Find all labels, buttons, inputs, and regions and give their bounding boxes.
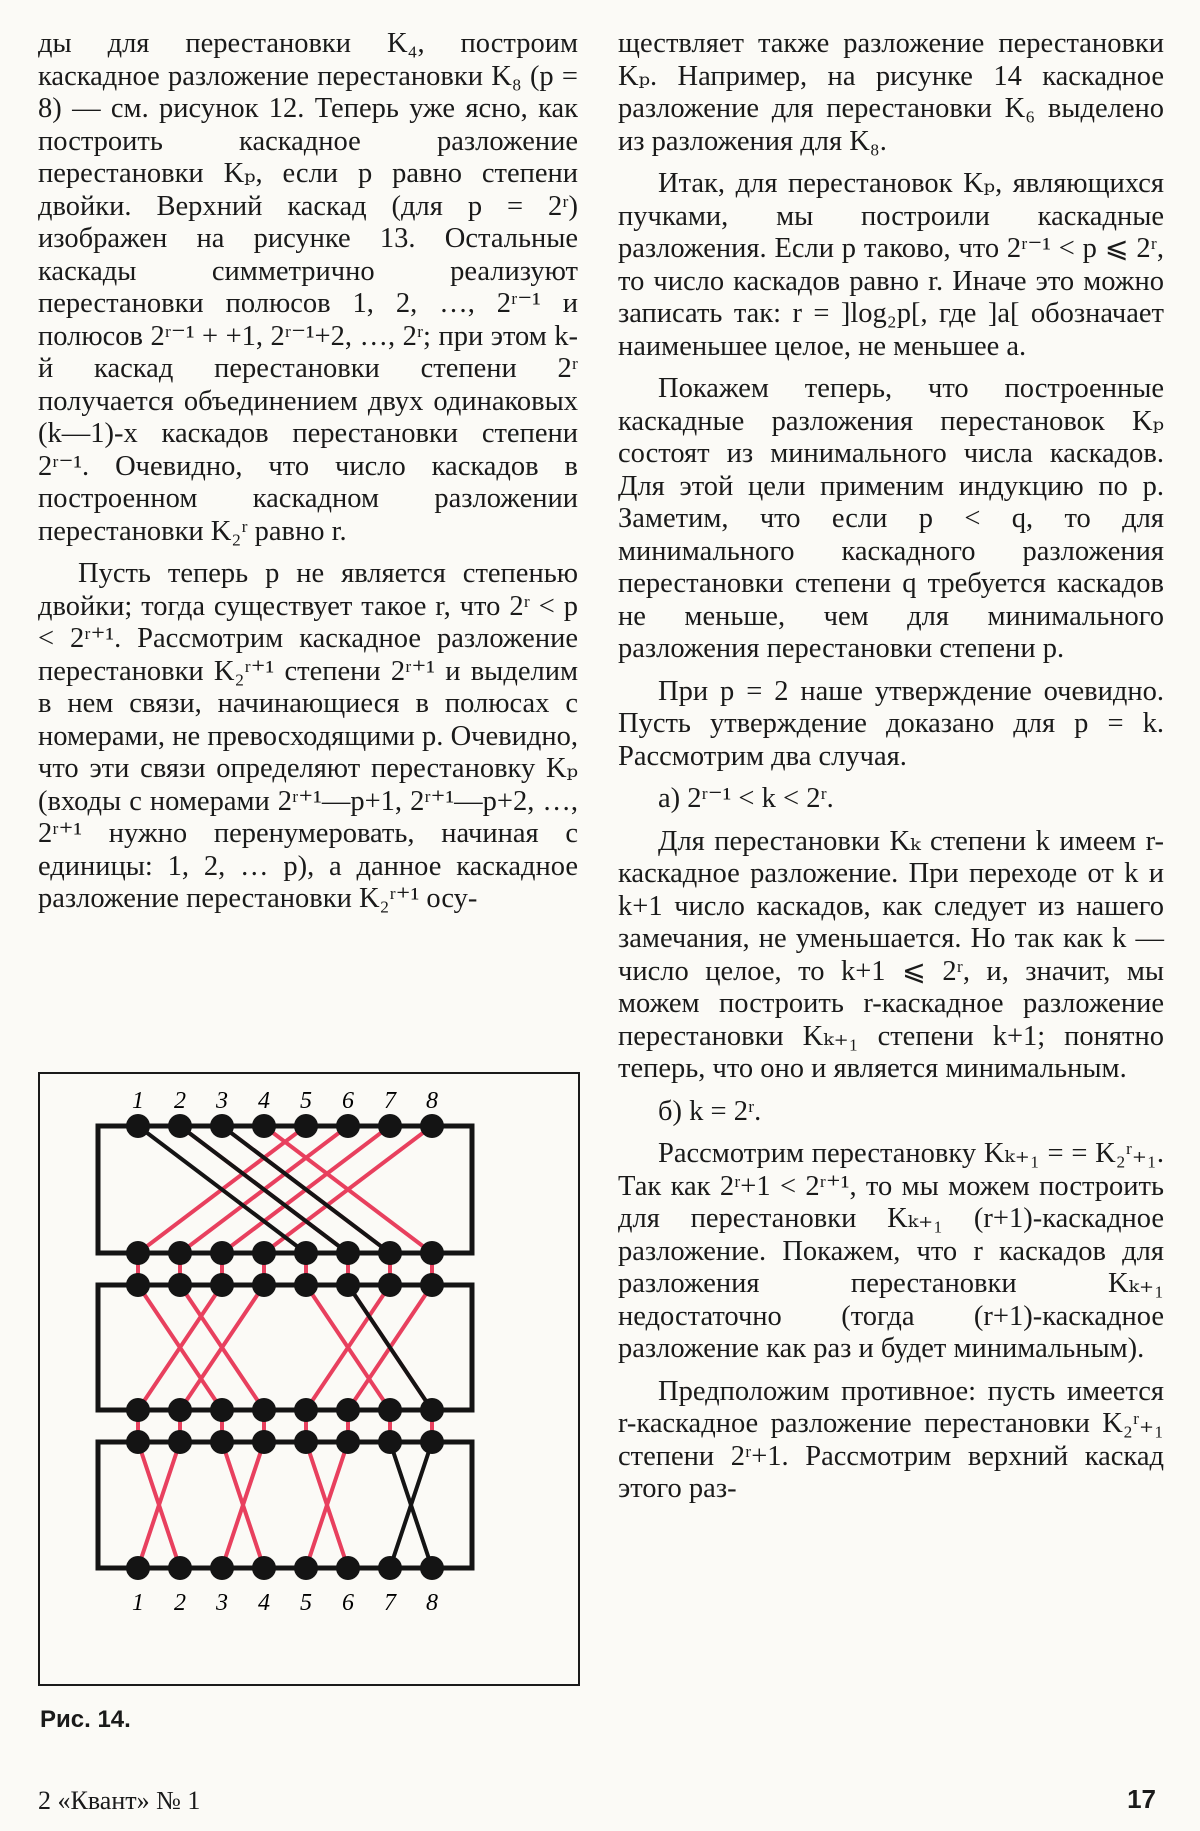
node xyxy=(168,1430,192,1454)
bottom-pole-label: 1 xyxy=(132,1590,144,1616)
node xyxy=(168,1273,192,1297)
top-pole-label: 8 xyxy=(426,1088,438,1114)
top-pole-label: 3 xyxy=(216,1088,228,1114)
paragraph: Покажем теперь, что построенные каскадные разложения перестановок Kₚ состоят из минимального числа каскадов. Для этой цели применим индукцию по p. Заметим, что если p < q, то для минимального каскадного разложения перестановки степени q требуется каскадов не меньше, чем для минимального разложения перестановки степени p. xyxy=(618,373,1164,664)
top-pole-label: 4 xyxy=(258,1088,270,1114)
node xyxy=(420,1241,444,1265)
bottom-pole-label: 4 xyxy=(258,1590,270,1616)
node xyxy=(126,1241,150,1265)
node xyxy=(294,1430,318,1454)
cascade-frame xyxy=(98,1442,472,1568)
node xyxy=(420,1556,444,1580)
bottom-pole-label: 2 xyxy=(174,1590,186,1616)
node xyxy=(168,1556,192,1580)
node xyxy=(420,1398,444,1422)
node xyxy=(420,1114,444,1138)
cascade-frame xyxy=(98,1126,472,1253)
paragraph: б) k = 2ʳ. xyxy=(658,1095,762,1127)
node xyxy=(252,1114,276,1138)
page-number: 17 xyxy=(1127,1784,1156,1814)
node xyxy=(378,1114,402,1138)
node xyxy=(378,1273,402,1297)
paragraph: Итак, для перестановок Kₚ, являющихся пучками, мы построили каскадные разложения. Если p таково, что 2ʳ⁻¹ < p ⩽ 2ʳ, то число каскадов равно r. Иначе это можно записать так: r = ]log₂p[, где ]a[ обозначает наименьшее целое, не меньшее a. xyxy=(618,168,1164,362)
top-pole-label: 7 xyxy=(384,1088,396,1114)
node xyxy=(210,1430,234,1454)
paragraph: ды для перестановки K₄, построим каскадное разложение перестановки K₈ (p = 8) — см. рисунок 12. Теперь уже ясно, как построить каскадное разложение перестановки Kₚ, если p равно степени двойки. Верхний каскад (для p = 2ʳ) изображен на рисунке 13. Остальные каскады симметрично реализуют перестановки полюсов 1, 2, …, 2ʳ⁻¹ и полюсов 2ʳ⁻¹ + +1, 2ʳ⁻¹+2, …, 2ʳ; при этом k-й каскад перестановки степени 2ʳ получается объединением двух одинаковых (k—1)-х каскадов перестановки степени 2ʳ⁻¹. Очевидно, что число каскадов в построенном каскадном разложении перестановки K₂ʳ равно r. xyxy=(38,28,578,547)
top-pole-label: 2 xyxy=(174,1088,186,1114)
left-column xyxy=(38,28,578,926)
node xyxy=(168,1398,192,1422)
cascade-frame xyxy=(98,1285,472,1410)
node xyxy=(210,1241,234,1265)
bottom-pole-label: 7 xyxy=(384,1590,396,1616)
cascade-diagram xyxy=(40,1074,578,1684)
paragraph: Для перестановки Kₖ степени k имеем r-каскадное разложение. При переходе от k и k+1 число каскадов, как следует из нашего замечания, не уменьшается. Но так как k — число целое, то k+1 ⩽ 2ʳ, и, значит, мы можем построить r-каскадное разложение перестановки Kₖ₊₁ степени k+1; понятно теперь, что оно и является минимальным. xyxy=(618,825,1164,1084)
node xyxy=(210,1398,234,1422)
node xyxy=(126,1556,150,1580)
node xyxy=(126,1430,150,1454)
right-column xyxy=(618,28,1164,1516)
node xyxy=(294,1398,318,1422)
node xyxy=(252,1273,276,1297)
paragraph: Рассмотрим перестановку Kₖ₊₁ = = K₂ʳ₊₁. Так как 2ʳ+1 < 2ʳ⁺¹, то мы можем построить для перестановки Kₖ₊₁ (r+1)-каскадное разложение. Покажем, что r каскадов для разложения перестановки Kₖ₊₁ недостаточно (тогда (r+1)-каскадное разложение как раз и будет минимальным). xyxy=(618,1138,1164,1364)
node xyxy=(336,1556,360,1580)
node xyxy=(252,1430,276,1454)
node xyxy=(210,1114,234,1138)
node xyxy=(294,1556,318,1580)
figure-caption: Рис. 14. xyxy=(40,1706,131,1733)
top-pole-label: 6 xyxy=(342,1088,354,1114)
bottom-pole-label: 6 xyxy=(342,1590,354,1616)
paragraph: ществляет также разложение перестановки Kₚ. Например, на рисунке 14 каскадное разложение для перестановки K₆ выделено из разложения для K₈. xyxy=(618,28,1164,157)
node xyxy=(210,1273,234,1297)
node xyxy=(126,1273,150,1297)
paragraph: а) 2ʳ⁻¹ < k < 2ʳ. xyxy=(658,783,834,814)
connection-black xyxy=(180,1126,390,1253)
paragraph: Пусть теперь p не является степенью двойки; тогда существует такое r, что 2ʳ < p < 2ʳ⁺¹. Рассмотрим каскадное разложение перестановки K₂ʳ⁺¹ степени 2ʳ⁺¹ и выделим в нем связи, начинающиеся в полюсах с номерами, не превосходящими p. Очевидно, что эти связи определяют перестановку Kₚ (входы с номерами 2ʳ⁺¹—p+1, 2ʳ⁺¹—p+2, …, 2ʳ⁺¹ нужно перенумеровать, начиная с единицы: 1, 2, … p), а данное каскадное разложение перестановки K₂ʳ⁺¹ осу- xyxy=(38,558,578,914)
node xyxy=(210,1556,234,1580)
node xyxy=(420,1430,444,1454)
top-pole-label: 5 xyxy=(300,1088,312,1114)
node xyxy=(294,1273,318,1297)
node xyxy=(336,1114,360,1138)
node xyxy=(336,1241,360,1265)
node xyxy=(336,1430,360,1454)
node xyxy=(294,1114,318,1138)
footer-journal: 2 «Квант» № 1 xyxy=(38,1786,201,1815)
bottom-pole-label: 5 xyxy=(300,1590,312,1616)
bottom-pole-label: 3 xyxy=(216,1590,228,1616)
node xyxy=(420,1273,444,1297)
node xyxy=(168,1241,192,1265)
node xyxy=(336,1398,360,1422)
node xyxy=(378,1556,402,1580)
node xyxy=(168,1114,192,1138)
node xyxy=(378,1241,402,1265)
node xyxy=(252,1398,276,1422)
paragraph: Предположим противное: пусть имеется r-каскадное разложение перестановки K₂ʳ₊₁ степени 2ʳ+1. Рассмотрим верхний каскад этого раз- xyxy=(618,1375,1164,1504)
top-pole-label: 1 xyxy=(132,1088,144,1114)
node xyxy=(294,1241,318,1265)
node xyxy=(252,1241,276,1265)
node xyxy=(126,1398,150,1422)
paragraph: При p = 2 наше утверждение очевидно. Пусть утверждение доказано для p = k. Рассмотрим два случая. xyxy=(618,675,1164,772)
node xyxy=(252,1556,276,1580)
node xyxy=(378,1398,402,1422)
bottom-pole-label: 8 xyxy=(426,1590,438,1616)
node xyxy=(336,1273,360,1297)
node xyxy=(126,1114,150,1138)
node xyxy=(378,1430,402,1454)
figure-14 xyxy=(38,1072,580,1686)
